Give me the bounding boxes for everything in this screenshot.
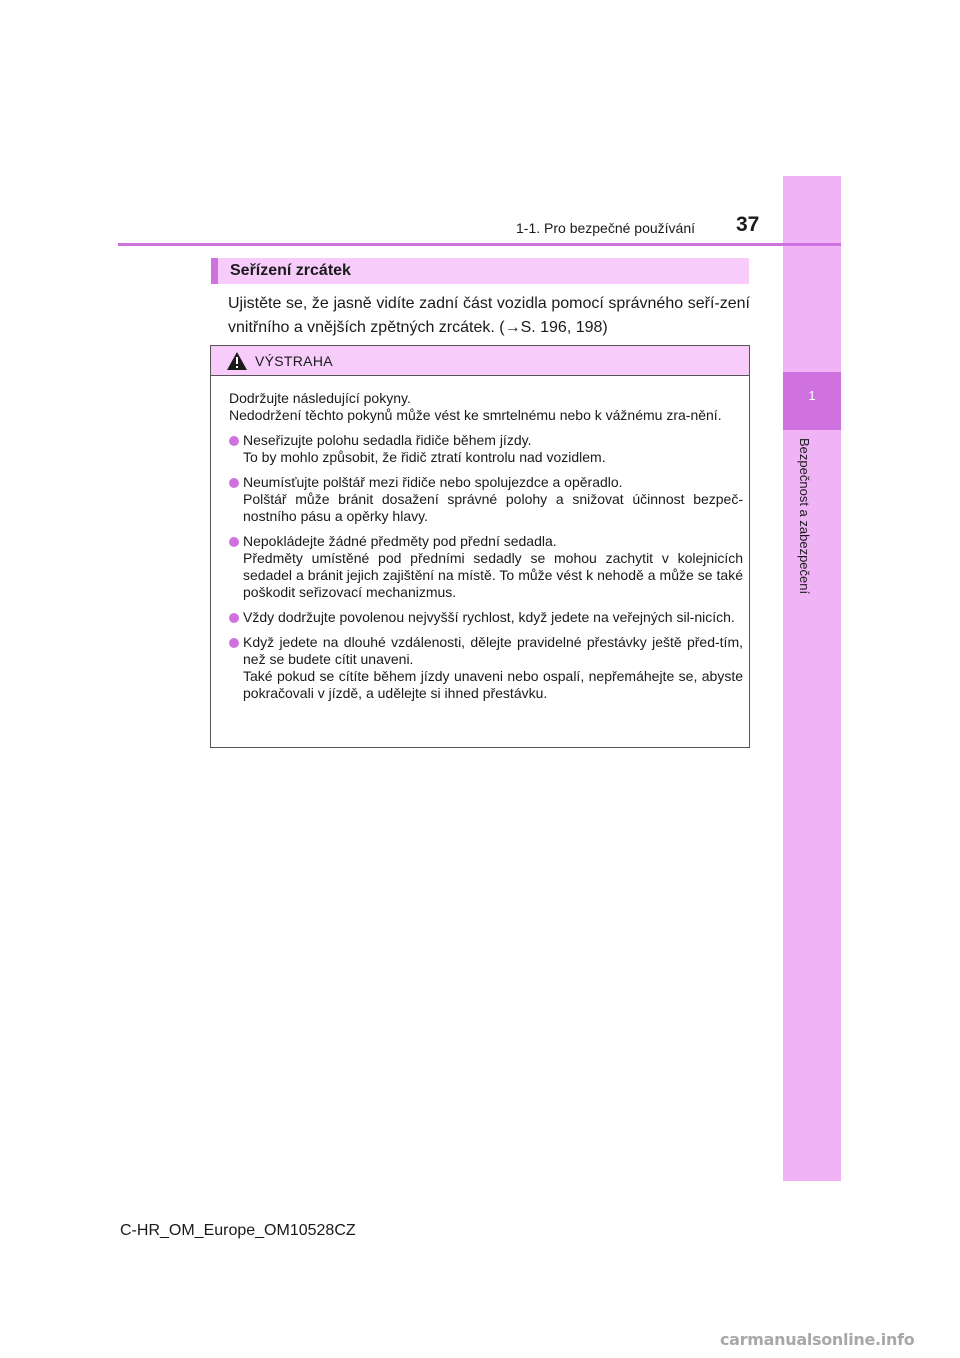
warning-item-line1: Vždy dodržujte povolenou nejvyšší rychlost, když jedete na veřejných sil-nicích. — [243, 609, 735, 625]
chapter-sidebar — [783, 176, 841, 1181]
warning-item — [229, 609, 743, 626]
warning-item-line1: Když jedete na dlouhé vzdálenosti, dělejte pravidelné přestávky ještě před-tím, než se budete cítit unaveni. — [243, 634, 743, 667]
warning-item — [229, 533, 743, 601]
warning-header — [211, 346, 749, 376]
bullet-dot-icon — [229, 613, 239, 623]
warning-intro-line2: Nedodržení těchto pokynů může vést ke smrtelnému nebo k vážnému zra-nění. — [229, 407, 722, 423]
bullet-dot-icon — [229, 436, 239, 446]
chapter-number: 1 — [808, 388, 816, 403]
warning-item-line1: Neumísťujte polštář mezi řidiče nebo spolujezdce a opěradlo. — [243, 474, 623, 490]
warning-item-line2: To by mohlo způsobit, že řidič ztratí kontrolu nad vozidlem. — [243, 449, 606, 465]
warning-intro — [229, 390, 743, 424]
header-rule — [118, 243, 841, 246]
warning-body — [229, 390, 743, 710]
bullet-dot-icon — [229, 537, 239, 547]
document-code: C-HR_OM_Europe_OM10528CZ — [120, 1222, 356, 1239]
warning-item-line2: Polštář může bránit dosažení správné polohy a snižovat účinnost bezpeč-nostního pásu a opěrky hlavy. — [243, 491, 743, 524]
warning-triangle-icon — [226, 351, 248, 371]
warning-item-line1: Nepokládejte žádné předměty pod přední sedadla. — [243, 533, 557, 549]
bullet-dot-icon — [229, 478, 239, 488]
warning-item-line2: Předměty umístěné pod předními sedadly se mohou zachytit v kolejnicích sedadel a bránit jejich zajištění na místě. To může vést k nehodě a může se také poškodit seřizovací mechanizmus. — [243, 550, 743, 600]
watermark: carmanualsonline.info — [720, 1330, 915, 1349]
chapter-title: Bezpečnost a zabezpečení — [797, 438, 812, 595]
page-number: 37 — [736, 213, 760, 236]
warning-item — [229, 474, 743, 525]
intro-paragraph: Ujistěte se, že jasně vidíte zadní část vozidla pomocí správného seří-zení vnitřního a vnějších zpětných zrcátek. (→S. 196, 198) — [228, 295, 750, 336]
warning-item-line1: Neseřizujte polohu sedadla řidiče během jízdy. — [243, 432, 532, 448]
section-heading-text: Seřízení zrcátek — [230, 262, 351, 279]
warning-item — [229, 432, 743, 466]
section-heading — [211, 258, 749, 284]
bullet-dot-icon — [229, 638, 239, 648]
warning-label: VÝSTRAHA — [255, 353, 333, 369]
warning-intro-line1: Dodržujte následující pokyny. — [229, 390, 411, 406]
warning-item-line2: Také pokud se cítíte během jízdy unaveni nebo ospalí, nepřemáhejte se, abyste pokračovali v jízdě, a udělejte si ihned přestávku. — [243, 668, 743, 701]
warning-item — [229, 634, 743, 702]
warning-box — [210, 345, 750, 748]
header-section-title: 1-1. Pro bezpečné používání — [516, 220, 696, 236]
